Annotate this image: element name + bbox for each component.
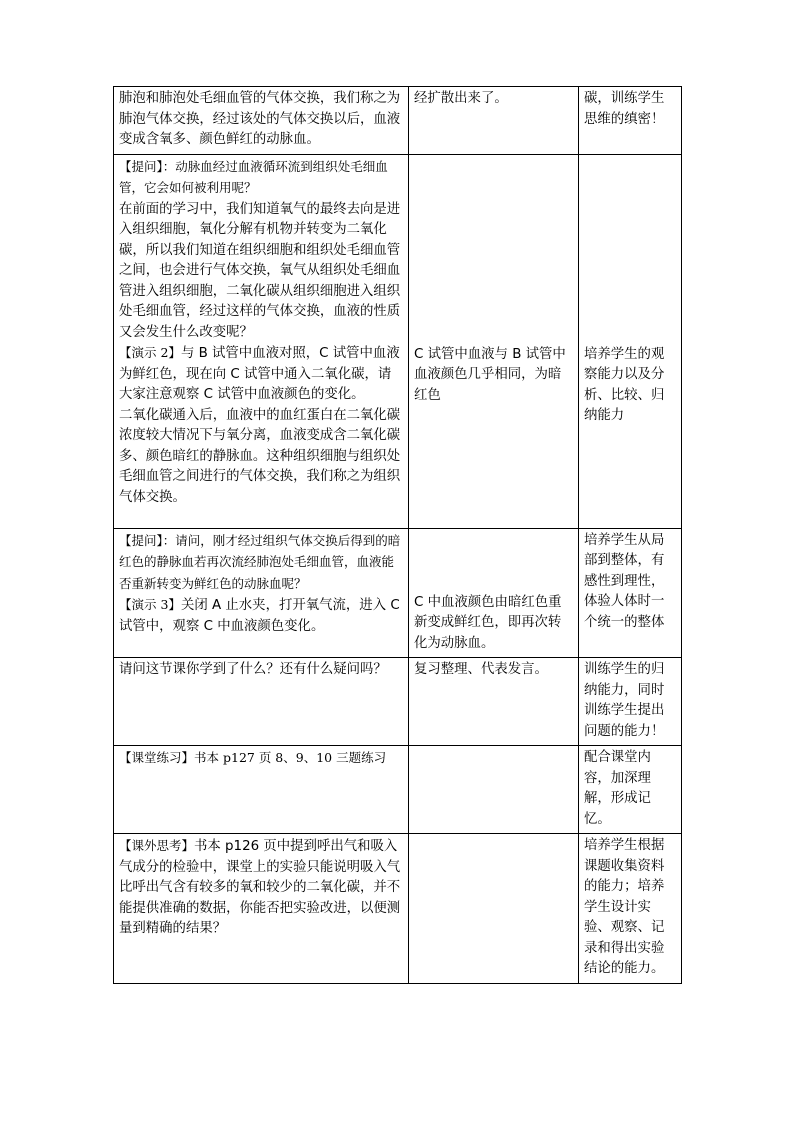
design-intent: 培养学生从局部到整体，有感性到理性，体验人体时一个统一的整体 (584, 532, 665, 630)
homework-text: 书本 p126 页中提到呼出气和吸入气成分的检验中，课堂上的实验只能说明吸入气比呼出气含有较多的氧和较少的二氧化碳，并不能提供准确的数据，你能否把实验改进，以便测量到精确的结果？ (119, 839, 401, 936)
design-intent: 培养学生的观察能力以及分析、比较、归纳能力 (584, 346, 665, 423)
design-intent-cell: 碳，训练学生思维的缜密！ (579, 87, 682, 155)
exercise-tag: 【课堂练习】 (119, 750, 195, 765)
paragraph: 肺泡和肺泡处毛细血管的气体交换，我们称之为肺泡气体交换，经过该处的气体交换以后，血液变成含氧多、颜色鲜红的动脉血。 (119, 91, 401, 147)
table-row (114, 154, 682, 528)
paragraph: 请问这节课你学到了什么？还有什么疑问吗？ (119, 662, 387, 677)
table-row (114, 834, 682, 984)
question-text: ：动脉血经过血液循环流到组织处毛细血管，它会如何被利用呢？ (119, 158, 388, 195)
demo-text: 与 B 试管中血液对照，C 试管中血液为鲜红色，现在向 C 试管中通入二氧化碳，请大家注意观察 C 试管中血液颜色的变化。 (119, 346, 400, 402)
table-row (114, 746, 682, 834)
homework-tag: 【课外思考】 (119, 838, 195, 853)
table-row (114, 528, 682, 658)
design-intent-cell: 训练学生的归纳能力，同时训练学生提出问题的能力！ (579, 658, 682, 746)
paragraph: 在前面的学习中，我们知道氧气的最终去向是进入组织细胞，氧化分解有机物并转变为二氧化碳，所以我们知道在组织细胞和组织处毛细血管之间，也会进行气体交换，氧气从组织处毛细血管进入组织细胞，二氧化碳从组织细胞进入组织处毛细血管，经过这样的气体交换，血液的性质又会发生什么改变呢？ (119, 201, 401, 340)
design-intent-cell: 配合课堂内容，加深理解，形成记忆。 (579, 746, 682, 834)
lesson-plan-table (113, 86, 682, 984)
demo-text: 关闭 A 止水夹，打开氧气流，进入 C 试管中，观察 C 中血液颜色变化。 (119, 598, 400, 634)
student-response: C 试管中血液与 B 试管中血液颜色几乎相同，为暗红色 (414, 346, 566, 403)
question-text: ：请问，刚才经过组织气体交换后得到的暗红色的静脉血若再次流经肺泡处毛细血管，血液能否重新转变为鲜红色的动脉血呢？ (119, 532, 401, 591)
student-activity-cell (409, 834, 579, 984)
student-activity-cell (409, 528, 579, 658)
table-row (114, 87, 682, 155)
paragraph (119, 157, 403, 200)
teacher-activity-cell (114, 528, 409, 658)
question-tag: 【提问】 (119, 532, 163, 548)
design-intent-cell: 培养学生根据课题收集资料的能力；培养学生设计实验、观察、记录和得出实验结论的能力。 (579, 834, 682, 984)
student-activity-cell (409, 154, 579, 528)
student-activity-cell: 复习整理、代表发言。 (409, 658, 579, 746)
paragraph (119, 748, 403, 770)
teacher-activity-cell (114, 87, 409, 155)
teacher-activity-cell (114, 658, 409, 746)
exercise-text: 书本 p127 页 8、9、10 三题练习 (194, 750, 387, 765)
student-response: C 中血液颜色由暗红色重新变成鲜红色，即再次转化为动脉血。 (414, 594, 562, 651)
design-intent-cell (579, 154, 682, 528)
table-row (114, 658, 682, 746)
teacher-activity-cell (114, 154, 409, 528)
paragraph: 二氧化碳通入后，血液中的血红蛋白在二氧化碳浓度较大情况下与氧分离，血液变成含二氧化碳多、颜色暗红的静脉血。这种组织细胞与组织处毛细血管之间进行的气体交换，我们称之为组织气体交换。 (119, 407, 401, 505)
student-activity-cell: 经扩散出来了。 (409, 87, 579, 155)
paragraph (119, 595, 403, 637)
student-activity-cell (409, 746, 579, 834)
teacher-activity-cell (114, 746, 409, 834)
demo-tag: 【演示 3】 (119, 597, 181, 612)
paragraph (119, 531, 403, 596)
question-tag: 【提问】 (119, 158, 163, 174)
demo-tag: 【演示 2】 (119, 345, 181, 360)
paragraph (119, 343, 403, 406)
design-intent-cell (579, 528, 682, 658)
teacher-activity-cell (114, 834, 409, 984)
paragraph (119, 836, 403, 940)
